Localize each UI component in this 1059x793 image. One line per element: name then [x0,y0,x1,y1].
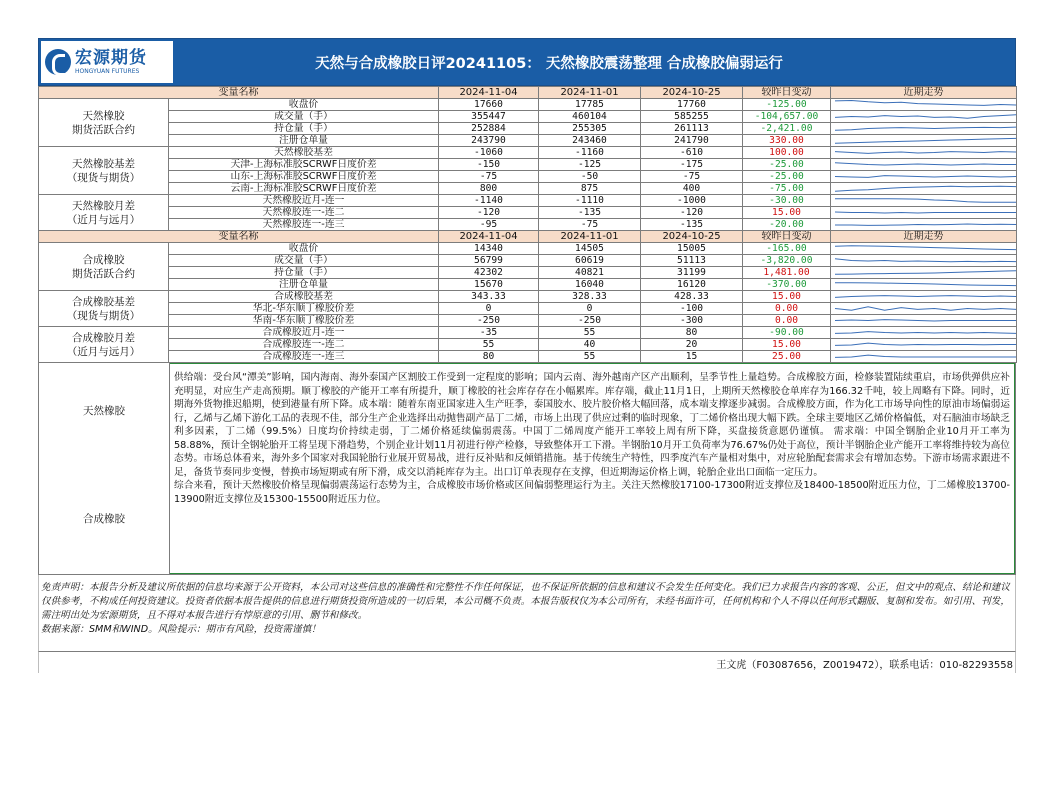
value-cell-date-1: 14340 [439,243,539,255]
column-header-row [39,231,1017,243]
sparkline-cell [831,219,1017,231]
sparkline-line [835,163,1017,165]
sparkline-chart [833,243,1017,254]
value-cell-date-1: -75 [439,171,539,183]
sparkline-chart [833,255,1017,266]
sparkline-cell [831,327,1017,339]
value-cell-date-2: -135 [539,207,641,219]
company-logo [41,41,173,83]
sparkline-line [835,355,1017,357]
value-cell-date-2: 55 [539,351,641,363]
change-cell: 25.00 [743,351,831,363]
change-cell: -30.00 [743,195,831,207]
header-trend: 近期走势 [831,231,1017,243]
commentary-labels [39,363,170,574]
table-row [39,255,1017,267]
change-cell: 100.00 [743,147,831,159]
value-cell-date-2: -50 [539,171,641,183]
commentary-paragraph-2: 综合来看，预计天然橡胶价格呈现偏弱震荡运行态势为主，合成橡胶市场价格或区间偏弱整理运行为主。关注天然橡胶17100-17300附近支撑位及18400-18500附近压力位，丁二烯橡胶13700-13900附近支撑位及15300-15500附近压力位。 [174,480,1010,505]
sparkline-cell [831,351,1017,363]
data-table [38,86,1017,363]
variable-name-cell: 注册仓单量 [169,279,439,291]
header-date-3: 2024-10-25 [641,231,743,243]
sparkline-line [835,199,1017,203]
logo-cn-text: 宏源期货 [75,47,147,68]
value-cell-date-2: 0 [539,303,641,315]
value-cell-date-2: 40 [539,339,641,351]
header-date-1: 2024-11-04 [439,231,539,243]
sparkline-line [835,186,1017,191]
value-cell-date-1: 343.33 [439,291,539,303]
sparkline-cell [831,147,1017,159]
value-cell-date-2: 14505 [539,243,641,255]
category-cell: 合成橡胶基差 （现货与期货） [39,291,169,327]
table-row [39,183,1017,195]
sparkline-line [835,101,1017,106]
sparkline-line [835,320,1017,321]
value-cell-date-2: 243460 [539,135,641,147]
value-cell-date-1: 0 [439,303,539,315]
value-cell-date-1: -150 [439,159,539,171]
value-cell-date-1: 252884 [439,123,539,135]
value-cell-date-3: 241790 [641,135,743,147]
sparkline-line [835,343,1017,345]
variable-name-cell: 天然橡胶连一-连三 [169,219,439,231]
value-cell-date-3: 15 [641,351,743,363]
category-cell: 天然橡胶月差 （近月与远月） [39,195,169,231]
sparkline-chart [833,279,1017,290]
change-cell: -104,657.00 [743,111,831,123]
value-cell-date-1: 17660 [439,99,539,111]
value-cell-date-1: 355447 [439,111,539,123]
variable-name-cell: 合成橡胶基差 [169,291,439,303]
sparkline-line [835,176,1017,178]
value-cell-date-3: -135 [641,219,743,231]
value-cell-date-1: -1140 [439,195,539,207]
header-variable: 变量名称 [39,231,439,243]
sparkline-cell [831,267,1017,279]
table-row [39,195,1017,207]
value-cell-date-3: 17760 [641,99,743,111]
change-cell: -165.00 [743,243,831,255]
sparkline-line [835,283,1017,286]
value-cell-date-1: 56799 [439,255,539,267]
data-source-text: 数据来源：SMM和WIND。风险提示：期市有风险，投资需谨慎！ [41,624,321,635]
sparkline-line [835,271,1017,275]
sparkline-line [835,212,1017,213]
variable-name-cell: 合成橡胶近月-连一 [169,327,439,339]
variable-name-cell: 注册仓单量 [169,135,439,147]
value-cell-date-3: 400 [641,183,743,195]
sparkline-line [835,127,1017,130]
table-row [39,339,1017,351]
change-cell: -2,421.00 [743,123,831,135]
sparkline-chart [833,159,1017,170]
sparkline-chart [833,303,1017,314]
table-row [39,291,1017,303]
sparkline-cell [831,303,1017,315]
change-cell: -75.00 [743,183,831,195]
category-cell: 天然橡胶基差 （现货与期货） [39,147,169,195]
sparkline-cell [831,243,1017,255]
sparkline-cell [831,111,1017,123]
variable-name-cell: 山东-上海标准胶SCRWF日度价差 [169,171,439,183]
value-cell-date-2: 40821 [539,267,641,279]
change-cell: -125.00 [743,99,831,111]
report-header [38,38,1016,86]
value-cell-date-3: 31199 [641,267,743,279]
report-title: 天然与合成橡胶日评20241105： 天然橡胶震荡整理 合成橡胶偏弱运行 [315,55,783,72]
sparkline-chart [833,327,1017,338]
value-cell-date-3: -1000 [641,195,743,207]
table-row [39,123,1017,135]
category-cell: 天然橡胶 期货活跃合约 [39,99,169,147]
sparkline-chart [833,195,1017,206]
column-header-row [39,87,1017,99]
change-cell: 0.00 [743,303,831,315]
value-cell-date-3: 80 [641,327,743,339]
sparkline-cell [831,123,1017,135]
value-cell-date-1: -1060 [439,147,539,159]
sparkline-chart [833,135,1017,146]
variable-name-cell: 持仓量（手） [169,123,439,135]
value-cell-date-1: -95 [439,219,539,231]
sparkline-line [835,115,1017,119]
table-row [39,171,1017,183]
variable-name-cell: 成交量（手） [169,255,439,267]
change-cell: -20.00 [743,219,831,231]
value-cell-date-1: 800 [439,183,539,195]
sparkline-cell [831,315,1017,327]
category-cell: 合成橡胶 期货活跃合约 [39,243,169,291]
change-cell: -25.00 [743,159,831,171]
value-cell-date-2: -125 [539,159,641,171]
table-row [39,327,1017,339]
value-cell-date-2: -250 [539,315,641,327]
sparkline-line [835,138,1017,143]
value-cell-date-2: 460104 [539,111,641,123]
value-cell-date-3: 428.33 [641,291,743,303]
sparkline-cell [831,207,1017,219]
variable-name-cell: 天津-上海标准胶SCRWF日度价差 [169,159,439,171]
sparkline-line [835,332,1017,334]
change-cell: -90.00 [743,327,831,339]
value-cell-date-3: 51113 [641,255,743,267]
variable-name-cell: 成交量（手） [169,111,439,123]
value-cell-date-3: 15005 [641,243,743,255]
table-row [39,99,1017,111]
value-cell-date-2: 255305 [539,123,641,135]
change-cell: 15.00 [743,339,831,351]
value-cell-date-1: 15670 [439,279,539,291]
sparkline-chart [833,99,1017,110]
commentary-paragraph-1: 供给端：受台风“潭美”影响，国内海南、海外泰国产区割胶工作受到一定程度的影响；国内云南、海外越南产区产出顺利，呈季节性上量趋势。合成橡胶方面，检修装置陆续重启，市场供弹供应补充明显，对应生产走高预期。顺丁橡胶的产能开工率有所提升，顺丁橡胶的社会库存存在小幅累库。库存端，截止11月1日，上期所天然橡胶仓单库存为166.32千吨，较上周略有下降。同时，近期海外货物推迟船期，使到港量有所下降。成本端：随着东南亚国家进入生产旺季，泰国胶水、胶片胶价格大幅回落，成本端支撑逐步减弱。合成橡胶方面，作为化工市场导向性的原油市场偏弱运行，乙烯与乙烯下游化工品的表现不佳，部分生产企业选择出动抛售副产品丁二烯，市场上出现了供应过剩的临时现象，丁二烯价格出现大幅下跌。全球主要地区乙烯价格偏低，对石脑油市场缺乏利多因素，丁二烯（99.5%）日度均价持续走弱，丁二烯价格延续偏弱震荡。中国丁二烯周度产能开工率较上周有所下降，买盘接货意愿仍谨慎。 需求端：中国全钢胎企业10月开工率为58.88%，预计全钢轮胎开工将呈现下滑趋势，个别企业计划11月初进行停产检修，导致整体开工下滑。半钢胎10月开工负荷率为76.67%仍处于高位，预计半钢胎企业产能开工率将维持较为高位态势。市场总体看来，海外多个国家对我国轮胎行业展开贸易战，进行反补贴和反倾销措施。基于传统生产特性，四季度汽车产量相对集中，对应轮胎配套需求会有增加态势。下游市场需求跟进不足，备货节奏同步变慢，替换市场短期或有所下滑，成交以消耗库存为主。出口订单表现存在支撑，但近期海运价格上调，轮胎企业出口面临一定压力。 [174,372,1010,478]
value-cell-date-2: 328.33 [539,291,641,303]
sparkline-cell [831,279,1017,291]
variable-name-cell: 华南-华东顺丁橡胶价差 [169,315,439,327]
sparkline-chart [833,183,1017,194]
value-cell-date-3: -75 [641,171,743,183]
header-trend: 近期走势 [831,87,1017,99]
sparkline-chart [833,147,1017,158]
header-change: 较昨日变动 [743,87,831,99]
sparkline-chart [833,291,1017,302]
change-cell: 15.00 [743,291,831,303]
value-cell-date-2: 55 [539,327,641,339]
value-cell-date-1: 80 [439,351,539,363]
sparkline-line [835,246,1017,250]
commentary-label-synthetic: 合成橡胶 [83,513,125,525]
logo-mark-icon [45,49,71,75]
value-cell-date-3: 261113 [641,123,743,135]
change-cell: -370.00 [743,279,831,291]
header-date-2: 2024-11-01 [539,87,641,99]
value-cell-date-3: -100 [641,303,743,315]
variable-name-cell: 天然橡胶基差 [169,147,439,159]
variable-name-cell: 收盘价 [169,99,439,111]
variable-name-cell: 收盘价 [169,243,439,255]
header-date-2: 2024-11-01 [539,231,641,243]
change-cell: -25.00 [743,171,831,183]
sparkline-cell [831,195,1017,207]
commentary-section [38,363,1016,575]
table-row [39,315,1017,327]
variable-name-cell: 天然橡胶连一-连二 [169,207,439,219]
change-cell: -3,820.00 [743,255,831,267]
change-cell: 15.00 [743,207,831,219]
value-cell-date-2: 16040 [539,279,641,291]
sparkline-chart [833,339,1017,350]
value-cell-date-2: -75 [539,219,641,231]
sparkline-chart [833,111,1017,122]
table-row [39,135,1017,147]
table-row [39,351,1017,363]
analyst-contact: 王文虎（F03087656，Z0019472），联系电话：010-82293558 [38,651,1016,673]
sparkline-chart [833,171,1017,182]
value-cell-date-2: -1160 [539,147,641,159]
disclaimer-text: 免责声明：本报告分析及建议所依据的信息均来源于公开资料，本公司对这些信息的准确性和完整性不作任何保证，也不保证所依据的信息和建议不会发生任何变化。我们已力求报告内容的客观、公正，但文中的观点、结论和建议仅供参考，不构成任何投资建议。投资者依据本报告提供的信息进行期货投资所造成的一切后果，本公司概不负责。本报告版权仅为本公司所有，未经书面许可，任何机构和个人不得以任何形式翻版、复制和发布。如引用、刊发，需注明出处为宏源期货，且不得对本报告进行有悖原意的引用、删节和修改。 [41,582,1010,621]
sparkline-cell [831,135,1017,147]
sparkline-chart [833,219,1017,230]
sparkline-cell [831,339,1017,351]
sparkline-chart [833,351,1017,362]
variable-name-cell: 华北-华东顺丁橡胶价差 [169,303,439,315]
sparkline-line [835,224,1017,225]
table-row [39,219,1017,231]
variable-name-cell: 持仓量（手） [169,267,439,279]
header-variable: 变量名称 [39,87,439,99]
variable-name-cell: 天然橡胶近月-连一 [169,195,439,207]
table-row [39,147,1017,159]
sparkline-chart [833,207,1017,218]
disclaimer-section [38,575,1016,651]
header-date-3: 2024-10-25 [641,87,743,99]
sparkline-cell [831,255,1017,267]
sparkline-chart [833,123,1017,134]
table-row [39,303,1017,315]
sparkline-chart [833,267,1017,278]
value-cell-date-2: -1110 [539,195,641,207]
value-cell-date-2: 60619 [539,255,641,267]
value-cell-date-1: 243790 [439,135,539,147]
sparkline-chart [833,315,1017,326]
variable-name-cell: 合成橡胶连一-连三 [169,351,439,363]
table-row [39,267,1017,279]
value-cell-date-2: 875 [539,183,641,195]
change-cell: 1,481.00 [743,267,831,279]
variable-name-cell: 云南-上海标准胶SCRWF日度价差 [169,183,439,195]
sparkline-cell [831,183,1017,195]
change-cell: 0.00 [743,315,831,327]
sparkline-line [835,307,1017,311]
header-date-1: 2024-11-04 [439,87,539,99]
sparkline-cell [831,159,1017,171]
table-row [39,111,1017,123]
change-cell: 330.00 [743,135,831,147]
header-change: 较昨日变动 [743,231,831,243]
value-cell-date-3: -300 [641,315,743,327]
category-cell: 合成橡胶月差 （近月与远月） [39,327,169,363]
sparkline-cell [831,171,1017,183]
value-cell-date-1: -120 [439,207,539,219]
value-cell-date-3: -120 [641,207,743,219]
value-cell-date-1: -35 [439,327,539,339]
variable-name-cell: 合成橡胶连一-连二 [169,339,439,351]
commentary-label-natural: 天然橡胶 [83,405,125,417]
sparkline-cell [831,291,1017,303]
value-cell-date-1: -250 [439,315,539,327]
sparkline-line [835,259,1017,262]
report-sheet [38,38,1016,673]
table-row [39,159,1017,171]
sparkline-line [835,296,1017,298]
value-cell-date-1: 55 [439,339,539,351]
value-cell-date-1: 42302 [439,267,539,279]
sparkline-cell [831,99,1017,111]
sparkline-line [835,152,1017,154]
table-row [39,207,1017,219]
value-cell-date-3: 16120 [641,279,743,291]
value-cell-date-3: -610 [641,147,743,159]
value-cell-date-3: -175 [641,159,743,171]
logo-en-text: HONGYUAN FUTURES [75,67,140,75]
table-row [39,279,1017,291]
table-row [39,243,1017,255]
value-cell-date-3: 585255 [641,111,743,123]
value-cell-date-3: 20 [641,339,743,351]
value-cell-date-2: 17785 [539,99,641,111]
commentary-text [169,363,1015,574]
